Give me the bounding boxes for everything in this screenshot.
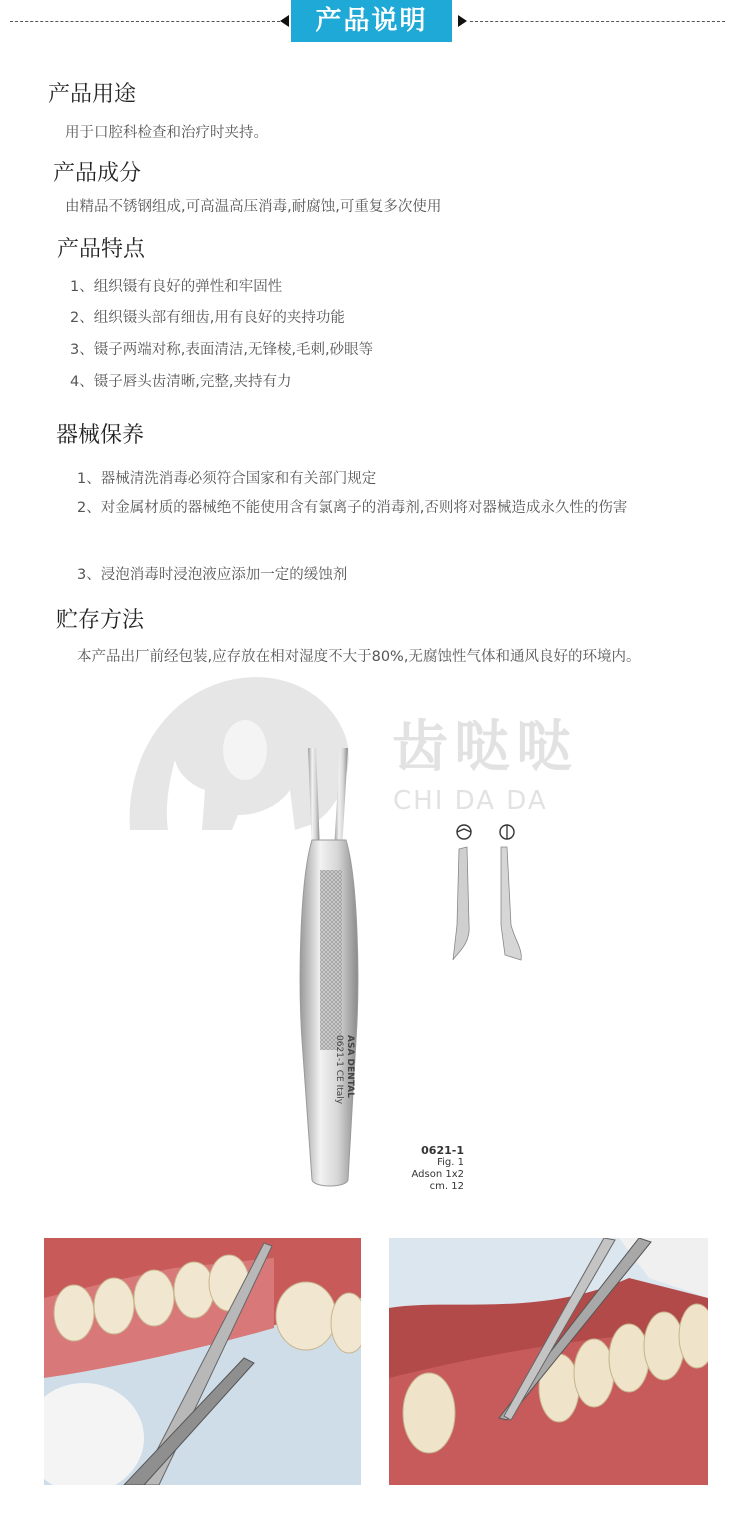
tweezers-tip-detail bbox=[445, 815, 525, 965]
usage-photo-right bbox=[389, 1238, 708, 1485]
caption-fig: Fig. 1 bbox=[437, 1157, 464, 1168]
maintenance-item-2: 2、对金属材质的器械绝不能使用含有氯离子的消毒剂,否则将对器械造成永久性的伤害 bbox=[77, 500, 628, 516]
maintenance-item-1: 1、器械清洗消毒必须符合国家和有关部门规定 bbox=[77, 471, 377, 487]
feature-item-3: 3、镊子两端对称,表面清洁,无锋棱,毛刺,砂眼等 bbox=[70, 342, 374, 358]
watermark-brand-en: CHI DA DA bbox=[393, 786, 548, 816]
watermark-brand-cn: 齿哒哒 bbox=[392, 715, 578, 780]
maintenance-item-3: 3、浸泡消毒时浸泡液应添加一定的缓蚀剂 bbox=[77, 567, 348, 583]
page-title: 产品说明 bbox=[291, 0, 452, 42]
engraving-code: 0621-1 CE Italy bbox=[334, 1035, 344, 1105]
feature-item-4: 4、镊子唇头齿清晰,完整,夹持有力 bbox=[70, 374, 292, 390]
feature-item-1: 1、组织镊有良好的弹性和牢固性 bbox=[70, 279, 283, 295]
triangle-right-icon bbox=[458, 15, 467, 27]
caption-name: Adson 1x2 bbox=[411, 1169, 464, 1180]
section-header bbox=[0, 0, 750, 45]
heading-maintenance: 器械保养 bbox=[56, 423, 145, 448]
caption-size: cm. 12 bbox=[429, 1181, 464, 1192]
engraving-brand: ASA DENTAL bbox=[345, 1035, 355, 1098]
usage-photo-left bbox=[44, 1238, 361, 1485]
caption-code: 0621-1 bbox=[421, 1144, 464, 1157]
elephant-logo-icon bbox=[120, 665, 660, 835]
divider-right bbox=[470, 21, 725, 22]
text-usage: 用于口腔科检查和治疗时夹持。 bbox=[65, 125, 268, 141]
triangle-left-icon bbox=[280, 15, 289, 27]
divider-left bbox=[10, 21, 280, 22]
heading-usage: 产品用途 bbox=[48, 82, 137, 107]
product-caption bbox=[400, 1145, 464, 1193]
heading-storage: 贮存方法 bbox=[56, 608, 145, 633]
heading-composition: 产品成分 bbox=[53, 161, 142, 186]
text-storage: 本产品出厂前经包装,应存放在相对湿度不大于80%,无腐蚀性气体和通风良好的环境内。 bbox=[77, 649, 641, 665]
text-composition: 由精品不锈钢组成,可高温高压消毒,耐腐蚀,可重复多次使用 bbox=[65, 199, 442, 215]
heading-features: 产品特点 bbox=[57, 237, 146, 262]
tweezers-image bbox=[290, 740, 370, 1190]
feature-item-2: 2、组织镊头部有细齿,用有良好的夹持功能 bbox=[70, 310, 345, 326]
tweezers-engraving bbox=[325, 1035, 355, 1115]
